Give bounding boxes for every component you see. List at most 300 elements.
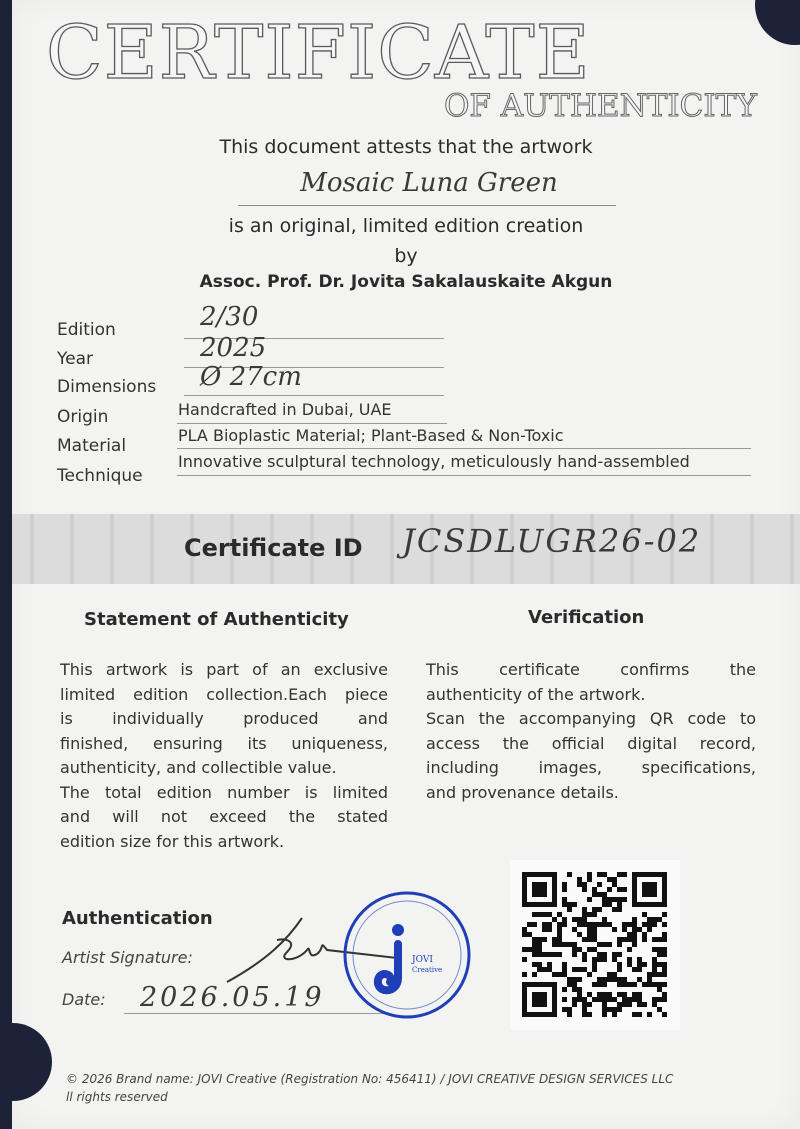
- qr-module: [552, 992, 557, 997]
- qr-module: [557, 912, 562, 917]
- qr-module: [527, 922, 532, 927]
- qr-module: [662, 997, 667, 1002]
- qr-module: [537, 887, 542, 892]
- detail-label-technique: Technique: [57, 466, 143, 486]
- qr-module: [622, 997, 627, 1002]
- qr-module: [547, 872, 552, 877]
- qr-module: [572, 917, 577, 922]
- qr-module: [622, 927, 627, 932]
- qr-module: [642, 887, 647, 892]
- qr-module: [602, 1007, 607, 1012]
- qr-module: [567, 902, 572, 907]
- qr-module: [607, 972, 612, 977]
- intro-line-1: This document attests that the artwork: [219, 136, 593, 158]
- qr-module: [617, 992, 622, 997]
- qr-module: [642, 932, 647, 937]
- qr-module: [602, 997, 607, 1002]
- qr-module: [532, 972, 537, 977]
- qr-module: [642, 882, 647, 887]
- qr-module: [562, 962, 567, 967]
- verification-line: This certificate confirms the: [426, 660, 756, 679]
- qr-module: [627, 982, 632, 987]
- qr-module: [617, 907, 622, 912]
- authentication-heading: Authentication: [62, 908, 213, 929]
- qr-module: [602, 957, 607, 962]
- qr-module: [602, 977, 607, 982]
- qr-module: [597, 957, 602, 962]
- qr-module: [522, 872, 527, 877]
- qr-module: [647, 922, 652, 927]
- qr-module: [607, 1007, 612, 1012]
- qr-module: [602, 942, 607, 947]
- qr-module: [567, 982, 572, 987]
- qr-module: [662, 967, 667, 972]
- qr-module: [602, 897, 607, 902]
- qr-module: [532, 962, 537, 967]
- qr-module: [602, 952, 607, 957]
- qr-module: [532, 952, 537, 957]
- qr-module: [587, 1002, 592, 1007]
- qr-module: [522, 982, 527, 987]
- qr-module: [542, 922, 547, 927]
- qr-module: [562, 917, 567, 922]
- qr-module: [647, 887, 652, 892]
- qr-module: [622, 872, 627, 877]
- qr-module: [562, 987, 567, 992]
- statement-heading: Statement of Authenticity: [84, 609, 349, 630]
- qr-module: [532, 892, 537, 897]
- statement-line: This artwork is part of an exclusive: [60, 660, 388, 679]
- qr-module: [552, 887, 557, 892]
- qr-module: [522, 957, 527, 962]
- qr-module: [647, 882, 652, 887]
- qr-module: [637, 992, 642, 997]
- qr-module: [537, 892, 542, 897]
- corner-notch-top-right: [755, 0, 800, 45]
- qr-module: [662, 912, 667, 917]
- qr-module: [547, 902, 552, 907]
- qr-module: [657, 1007, 662, 1012]
- qr-module: [547, 982, 552, 987]
- qr-module: [527, 1012, 532, 1017]
- qr-module: [522, 987, 527, 992]
- qr-module: [547, 952, 552, 957]
- qr-module: [662, 947, 667, 952]
- qr-module: [572, 952, 577, 957]
- qr-module: [642, 937, 647, 942]
- qr-module: [657, 947, 662, 952]
- qr-module: [577, 877, 582, 882]
- qr-module: [622, 887, 627, 892]
- qr-module: [552, 872, 557, 877]
- qr-module: [612, 957, 617, 962]
- qr-module: [597, 942, 602, 947]
- qr-module: [542, 937, 547, 942]
- qr-module: [652, 947, 657, 952]
- qr-module: [607, 922, 612, 927]
- qr-module: [572, 947, 577, 952]
- qr-module: [582, 952, 587, 957]
- qr-module: [562, 882, 567, 887]
- qr-module: [622, 1002, 627, 1007]
- qr-module: [557, 932, 562, 937]
- qr-module: [602, 917, 607, 922]
- detail-label-dimensions: Dimensions: [57, 377, 157, 397]
- svg-text:JOVI: JOVI: [412, 955, 433, 965]
- qr-module: [597, 882, 602, 887]
- qr-module: [552, 982, 557, 987]
- corner-notch-bottom-left: [0, 1023, 52, 1101]
- qr-module: [602, 1002, 607, 1007]
- qr-module: [582, 1012, 587, 1017]
- qr-module: [542, 982, 547, 987]
- qr-module: [522, 897, 527, 902]
- qr-module: [637, 872, 642, 877]
- qr-module: [652, 872, 657, 877]
- qr-module: [632, 992, 637, 997]
- qr-module: [632, 892, 637, 897]
- qr-module: [587, 947, 592, 952]
- qr-module: [652, 997, 657, 1002]
- qr-module: [552, 952, 557, 957]
- qr-module: [532, 942, 537, 947]
- qr-module: [592, 962, 597, 967]
- qr-module: [642, 922, 647, 927]
- qr-module: [537, 882, 542, 887]
- qr-module: [522, 947, 527, 952]
- qr-module: [577, 932, 582, 937]
- statement-text: [60, 658, 388, 854]
- qr-module: [552, 997, 557, 1002]
- qr-module: [577, 992, 582, 997]
- certificate-card: [12, 0, 800, 1129]
- qr-module: [632, 872, 637, 877]
- detail-label-material: Material: [57, 436, 127, 456]
- verification-line: access the official digital record,: [426, 733, 756, 753]
- qr-module: [602, 902, 607, 907]
- qr-module: [652, 1002, 657, 1007]
- qr-module: [552, 902, 557, 907]
- qr-module: [632, 967, 637, 972]
- qr-module: [552, 897, 557, 902]
- qr-module: [542, 887, 547, 892]
- qr-module: [607, 942, 612, 947]
- qr-module: [622, 937, 627, 942]
- qr-module: [582, 957, 587, 962]
- qr-module: [652, 902, 657, 907]
- qr-module: [552, 987, 557, 992]
- qr-module: [537, 997, 542, 1002]
- qr-module: [662, 887, 667, 892]
- qr-module: [522, 892, 527, 897]
- qr-module: [587, 972, 592, 977]
- qr-module: [592, 907, 597, 912]
- qr-module: [532, 992, 537, 997]
- qr-module: [622, 982, 627, 987]
- detail-value-edition: 2/30: [200, 302, 259, 332]
- qr-module: [602, 872, 607, 877]
- qr-module: [577, 947, 582, 952]
- qr-module: [537, 937, 542, 942]
- qr-module: [582, 937, 587, 942]
- qr-module: [577, 922, 582, 927]
- qr-module: [532, 982, 537, 987]
- qr-module: [522, 932, 527, 937]
- qr-module: [562, 902, 567, 907]
- detail-rule: [177, 423, 447, 424]
- qr-module: [617, 952, 622, 957]
- statement-line: authenticity, and collectible value.: [60, 758, 337, 777]
- qr-module: [662, 877, 667, 882]
- qr-module: [627, 947, 632, 952]
- qr-module: [552, 892, 557, 897]
- qr-module: [627, 957, 632, 962]
- qr-module: [597, 892, 602, 897]
- qr-module: [652, 892, 657, 897]
- detail-value-year: 2025: [200, 333, 267, 363]
- qr-module: [587, 872, 592, 877]
- qr-module: [632, 887, 637, 892]
- qr-module: [527, 932, 532, 937]
- qr-module: [572, 1002, 577, 1007]
- qr-module: [617, 937, 622, 942]
- qr-module: [532, 872, 537, 877]
- qr-module: [662, 992, 667, 997]
- qr-module: [642, 1002, 647, 1007]
- qr-module: [632, 937, 637, 942]
- qr-module: [557, 942, 562, 947]
- qr-module: [592, 947, 597, 952]
- qr-module: [607, 877, 612, 882]
- qr-module: [637, 997, 642, 1002]
- qr-module: [637, 902, 642, 907]
- qr-module: [537, 872, 542, 877]
- qr-module: [537, 952, 542, 957]
- qr-module: [582, 922, 587, 927]
- statement-line: limited edition collection.Each piece: [60, 684, 388, 704]
- statement-line: finished, ensuring its uniqueness,: [60, 733, 388, 753]
- qr-module: [577, 882, 582, 887]
- qr-module: [647, 892, 652, 897]
- qr-module: [587, 992, 592, 997]
- qr-module: [522, 927, 527, 932]
- qr-module: [632, 997, 637, 1002]
- qr-module: [582, 917, 587, 922]
- qr-module: [532, 947, 537, 952]
- qr-module: [622, 992, 627, 997]
- detail-value-technique: Innovative sculptural technology, meticulously hand-assembled: [178, 452, 690, 471]
- qr-module: [527, 902, 532, 907]
- qr-module: [657, 962, 662, 967]
- qr-module: [602, 892, 607, 897]
- qr-module: [657, 997, 662, 1002]
- qr-module: [632, 1012, 637, 1017]
- qr-module: [542, 927, 547, 932]
- qr-module: [657, 902, 662, 907]
- qr-module: [547, 922, 552, 927]
- qr-module: [567, 872, 572, 877]
- qr-module: [662, 882, 667, 887]
- detail-rule: [184, 395, 444, 396]
- qr-module: [577, 977, 582, 982]
- qr-module: [592, 892, 597, 897]
- qr-module: [612, 997, 617, 1002]
- qr-module: [632, 877, 637, 882]
- qr-module: [652, 957, 657, 962]
- qr-module: [552, 937, 557, 942]
- qr-module: [647, 872, 652, 877]
- verification-line: and provenance details.: [426, 782, 619, 802]
- qr-module: [557, 927, 562, 932]
- qr-module: [592, 937, 597, 942]
- statement-line: The total edition number is limited: [60, 782, 388, 802]
- qr-module: [572, 967, 577, 972]
- qr-module: [657, 982, 662, 987]
- qr-module: [647, 972, 652, 977]
- qr-module: [657, 952, 662, 957]
- qr-module: [592, 887, 597, 892]
- qr-module: [572, 987, 577, 992]
- intro-line-3: by: [394, 245, 418, 267]
- detail-rule: [177, 475, 751, 476]
- qr-module: [657, 972, 662, 977]
- qr-module: [582, 997, 587, 1002]
- qr-module: [562, 897, 567, 902]
- qr-module: [592, 927, 597, 932]
- qr-module: [587, 927, 592, 932]
- qr-module: [537, 947, 542, 952]
- footer-copyright: © 2026 Brand name: JOVI Creative (Registration No: 456411) / JOVI CREATIVE DESIGN SERVICES LLC: [66, 1072, 674, 1086]
- qr-module: [542, 872, 547, 877]
- qr-module: [567, 907, 572, 912]
- qr-module: [662, 982, 667, 987]
- qr-module: [617, 887, 622, 892]
- qr-module: [612, 952, 617, 957]
- intro-line-2: is an original, limited edition creation: [228, 215, 584, 237]
- qr-module: [522, 992, 527, 997]
- qr-module: [542, 967, 547, 972]
- qr-module: [652, 937, 657, 942]
- qr-module: [662, 1012, 667, 1017]
- verification-heading: Verification: [528, 607, 645, 628]
- qr-module: [567, 977, 572, 982]
- qr-module: [522, 972, 527, 977]
- qr-module: [562, 972, 567, 977]
- qr-module: [562, 887, 567, 892]
- qr-module: [637, 927, 642, 932]
- qr-module: [582, 1007, 587, 1012]
- qr-module: [662, 937, 667, 942]
- qr-module: [532, 887, 537, 892]
- qr-module: [547, 962, 552, 967]
- qr-module: [592, 997, 597, 1002]
- qr-module: [647, 977, 652, 982]
- artist-name: Assoc. Prof. Dr. Jovita Sakalauskaite Akgun: [199, 272, 613, 292]
- qr-module: [637, 962, 642, 967]
- qr-module: [607, 977, 612, 982]
- qr-module: [552, 1012, 557, 1017]
- qr-module: [597, 982, 602, 987]
- qr-module: [592, 957, 597, 962]
- qr-module: [622, 977, 627, 982]
- qr-module: [612, 897, 617, 902]
- qr-module: [647, 902, 652, 907]
- qr-module: [537, 942, 542, 947]
- qr-module: [632, 882, 637, 887]
- qr-module: [537, 962, 542, 967]
- qr-module: [552, 1007, 557, 1012]
- qr-module: [617, 942, 622, 947]
- qr-module: [652, 917, 657, 922]
- qr-module: [652, 972, 657, 977]
- qr-module: [647, 1012, 652, 1017]
- qr-module: [567, 942, 572, 947]
- qr-module: [662, 872, 667, 877]
- qr-module: [647, 982, 652, 987]
- qr-module: [642, 872, 647, 877]
- qr-module: [522, 997, 527, 1002]
- qr-module: [582, 1002, 587, 1007]
- qr-module: [537, 992, 542, 997]
- qr-module: [642, 912, 647, 917]
- qr-module: [617, 982, 622, 987]
- qr-module: [612, 972, 617, 977]
- qr-module: [542, 912, 547, 917]
- qr-module: [537, 1002, 542, 1007]
- certificate-subtitle: OF AUTHENTICITY: [444, 88, 757, 124]
- qr-module: [532, 902, 537, 907]
- qr-module: [572, 982, 577, 987]
- qr-module: [542, 902, 547, 907]
- detail-label-origin: Origin: [57, 407, 109, 427]
- qr-module: [522, 1012, 527, 1017]
- qr-module: [542, 892, 547, 897]
- artwork-name-handwritten: Mosaic Luna Green: [300, 168, 558, 198]
- qr-module: [537, 967, 542, 972]
- qr-module: [582, 882, 587, 887]
- qr-module: [597, 952, 602, 957]
- qr-module: [612, 877, 617, 882]
- qr-module: [602, 992, 607, 997]
- qr-module: [657, 917, 662, 922]
- qr-module: [662, 962, 667, 967]
- qr-module: [572, 977, 577, 982]
- qr-module: [657, 872, 662, 877]
- qr-module: [642, 962, 647, 967]
- qr-module: [617, 1002, 622, 1007]
- qr-module: [522, 1002, 527, 1007]
- qr-module: [612, 882, 617, 887]
- qr-module: [527, 947, 532, 952]
- qr-module: [662, 897, 667, 902]
- qr-module: [627, 932, 632, 937]
- detail-value-dimensions: Ø 27cm: [200, 362, 302, 392]
- qr-module: [652, 882, 657, 887]
- qr-module: [587, 877, 592, 882]
- qr-module: [532, 922, 537, 927]
- qr-module: [552, 917, 557, 922]
- qr-module: [607, 902, 612, 907]
- qr-module: [627, 997, 632, 1002]
- qr-module: [532, 1012, 537, 1017]
- qr-module: [592, 932, 597, 937]
- qr-module: [597, 872, 602, 877]
- qr-module: [522, 877, 527, 882]
- qr-module: [627, 962, 632, 967]
- qr-module: [532, 937, 537, 942]
- qr-module: [612, 977, 617, 982]
- qr-module: [612, 1012, 617, 1017]
